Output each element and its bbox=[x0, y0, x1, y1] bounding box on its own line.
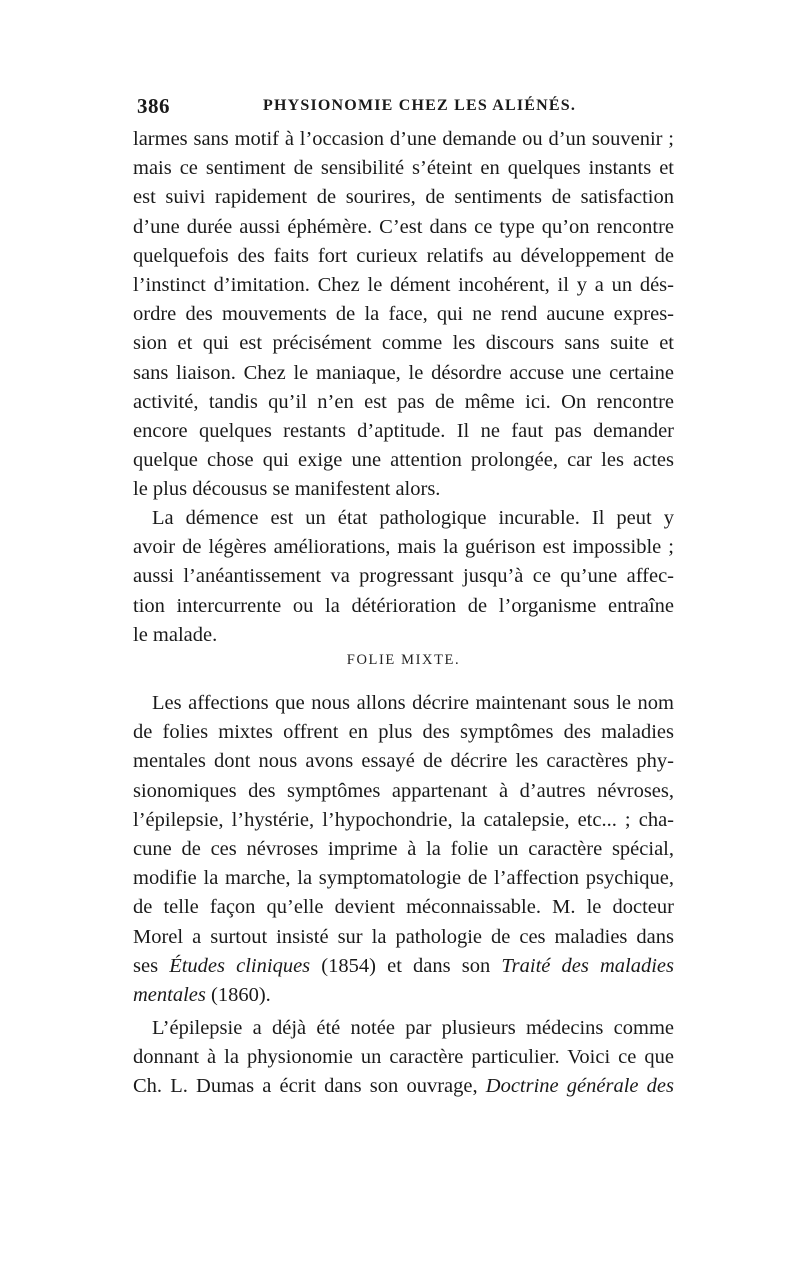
text-line: l’instinct d’imitation. Chez le dément incohérent, il y a un dés- bbox=[133, 273, 674, 296]
text-line: La démence est un état pathologique incurable. Il peut y bbox=[152, 507, 674, 529]
text-line: donnant à la physionomie un caractère particulier. Voici ce que bbox=[133, 1046, 674, 1069]
paragraph-mixed-folies bbox=[133, 689, 674, 1010]
running-head bbox=[137, 94, 677, 124]
text-line: tion intercurrente ou la détérioration de l’organisme entraîne bbox=[133, 594, 674, 617]
text-line: encore quelques restants d’aptitude. Il ne faut pas demander bbox=[133, 419, 674, 442]
text-line: de telle façon qu’elle devient méconnaissable. M. le docteur bbox=[133, 896, 674, 919]
book-title-italic: Études cliniques bbox=[169, 954, 311, 977]
text-line: Morel a surtout insisté sur la pathologie de ces maladies dans bbox=[133, 925, 674, 948]
text-line: sionomiques des symptômes appartenant à d’autres névroses, bbox=[133, 779, 674, 802]
text-line: d’une durée aussi éphémère. C’est dans ce type qu’on rencontre bbox=[133, 215, 674, 238]
paragraph-dementia-continued bbox=[133, 125, 674, 504]
text-line bbox=[133, 952, 674, 981]
text-line: l’épilepsie, l’hystérie, l’hypochondrie, la catalepsie, etc... ; cha- bbox=[133, 808, 674, 831]
book-title-italic: Traité des maladies bbox=[501, 954, 674, 977]
paragraph-epilepsy bbox=[133, 1014, 674, 1102]
text-line bbox=[133, 981, 674, 1010]
text-line: mais ce sentiment de sensibilité s’éteint en quelques instants et bbox=[133, 157, 674, 180]
text-line: avoir de légères améliorations, mais la guérison est impossible ; bbox=[133, 536, 674, 559]
text-line bbox=[133, 1072, 674, 1101]
text-line: cune de ces névroses imprime à la folie un caractère spécial, bbox=[133, 837, 674, 860]
text-line: mentales dont nous avons essayé de décrire les caractères phy- bbox=[133, 750, 674, 773]
text-line: le malade. bbox=[133, 623, 218, 646]
text-line: quelque chose qui exige une attention prolongée, car les actes bbox=[133, 449, 674, 472]
text-line: modifie la marche, la symptomatologie de l’affection psychique, bbox=[133, 867, 674, 890]
paragraph-dementia-incurable bbox=[133, 504, 674, 650]
running-title: PHYSIONOMIE CHEZ LES ALIÉNÉS. bbox=[263, 97, 577, 114]
book-title-italic: Doctrine générale des bbox=[485, 1075, 674, 1098]
text-line: sans liaison. Chez le maniaque, le désordre accuse une certaine bbox=[133, 361, 674, 384]
text-line: sion et qui est précisément comme les discours sans suite et bbox=[133, 332, 674, 355]
text-line: de folies mixtes offrent en plus des symptômes des maladies bbox=[133, 721, 674, 744]
text-line: activité, tandis qu’il n’en est pas de même ici. On rencontre bbox=[133, 390, 674, 413]
section-heading: FOLIE MIXTE. bbox=[346, 652, 461, 668]
text-span: ses bbox=[133, 954, 170, 977]
text-line: ordre des mouvements de la face, qui ne rend aucune expres- bbox=[133, 303, 674, 326]
page-number: 386 bbox=[137, 94, 170, 118]
text-line: le plus décousus se manifestent alors. bbox=[133, 478, 441, 501]
text-line: aussi l’anéantissement va progressant jusqu’à ce qu’une affec- bbox=[133, 565, 674, 588]
text-line: Les affections que nous allons décrire maintenant sous le nom bbox=[152, 692, 674, 714]
text-line: quelquefois des faits fort curieux relatifs au développement de bbox=[133, 244, 674, 267]
text-span: (1860). bbox=[205, 983, 271, 1006]
text-span: Ch. L. Dumas a écrit dans son ouvrage, bbox=[133, 1075, 486, 1098]
text-line: larmes sans motif à l’occasion d’une demande ou d’un souvenir ; bbox=[133, 128, 674, 150]
text-line: L’épilepsie a déjà été notée par plusieurs médecins comme bbox=[152, 1017, 674, 1039]
text-span: (1854) et dans son bbox=[310, 954, 502, 977]
book-title-italic: mentales bbox=[133, 983, 206, 1006]
text-line: est suivi rapidement de sourires, de sentiments de satisfaction bbox=[133, 186, 674, 209]
